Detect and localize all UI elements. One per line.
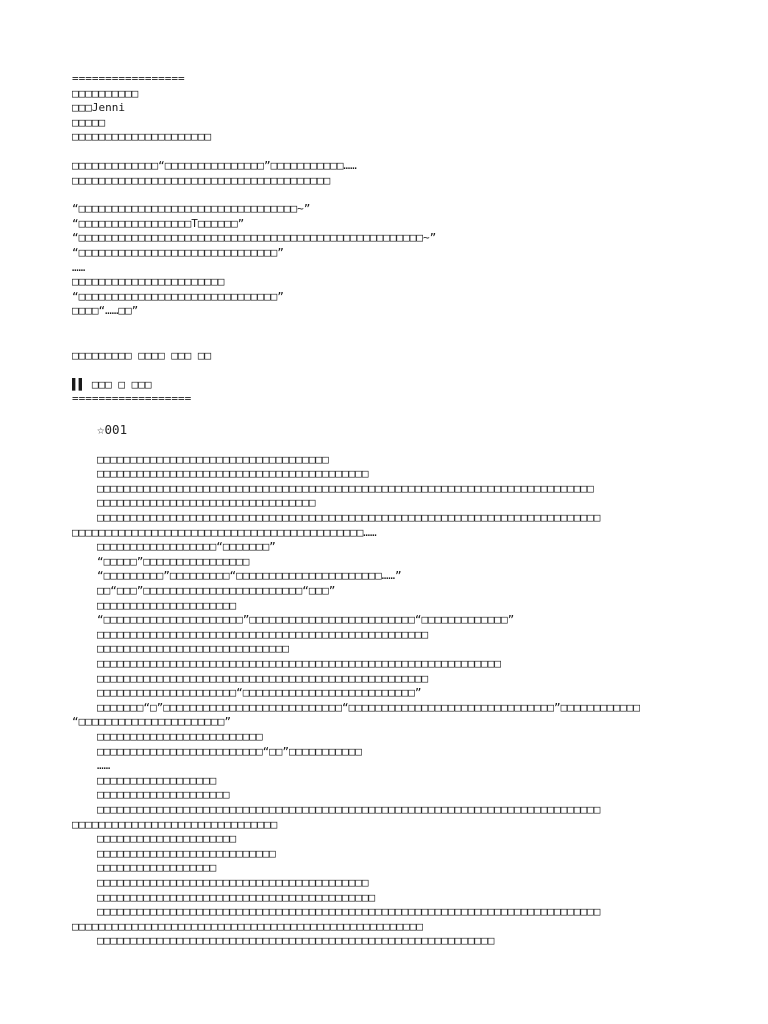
- body-line: □□□□□□□□□□□□□□□□□□□□□□□□□□□□□□□□□□□□□□□□□□□□□□□□□□□□□□□□□□□□□□□□□□□□□□□□□□□□: [97, 511, 601, 525]
- document-page: [72, 72, 696, 949]
- body-line: □□□□□□□“□”□□□□□□□□□□□□□□□□□□□□□□□□□□□“□□□□□□□□□□□□□□□□□□□□□□□□□□□□□□□”□□□□□□□□□□□□: [97, 700, 641, 714]
- body-line: □□□□□□□□□□□□□□□□□□□□□□□□□□□□□□□□□□□□□□□□□□□□□□□□□□: [97, 627, 429, 641]
- body-line: □□□□□□□□□□□□□□□□□□□□□□□□□□□□□□□□□□□□□□□□□□□□□□□□□□□□□□□□□□□□□□□□□□□□□□□□□□□: [97, 481, 594, 495]
- author-line: □□□Jenni: [72, 101, 125, 115]
- body-line: ……: [97, 759, 111, 773]
- body-line: □□□□□□□□□□□□□□□□□□□□□□□□□□□□□: [97, 642, 290, 656]
- body-line: □□□□□□□□□□□□□□□□□□□□□□□□□□□□□□□□□□□□□□□□□□: [97, 890, 376, 904]
- spacer: [72, 364, 696, 378]
- body-line: “□□□□□□□□□□□□□□□□□□□□□□”: [72, 715, 231, 729]
- body-line: □□□□□□□□□□□□□□□□□□□□: [97, 788, 230, 802]
- body-line: □□□□□□□□□□□□□□□□□□□□□□□□□□□□□□□□□□□□□□□□□: [97, 875, 369, 889]
- body-line: □□□□□□□□□□□□□□□□□□□□□: [97, 598, 237, 612]
- body-line: “□□□□□”□□□□□□□□□□□□□□□□: [97, 554, 250, 568]
- body-line: “□□□□□□□□□□□□□□□□□□□□□”□□□□□□□□□□□□□□□□□□□□□□□□□“□□□□□□□□□□□□□”: [97, 613, 515, 627]
- body-line: “□□□□□□□□□”□□□□□□□□□“□□□□□□□□□□□□□□□□□□□□□□……”: [97, 569, 402, 583]
- body-line: □□□□□□□□□□□□□□□□□□□□□□□□□□□□□□□□□□□□□□□□□□□□□□□□□□□□□□□□□□□□□□□□□□□□□□□□□□□□: [97, 802, 601, 816]
- header-line: □□□□□: [72, 115, 106, 129]
- chapter-title: ▌▌ □□□ □ □□□: [72, 377, 152, 391]
- body-line: □□□□□□□□□□□□□□□□□□□□□□□□□: [97, 729, 263, 743]
- spacer: [72, 188, 696, 202]
- intro-quote: “□□□□□□□□□□□□□□□□□□□□□□□□□□□□□□”: [72, 289, 284, 303]
- body-text: [72, 453, 696, 949]
- body-line: □□□□□□□□□□□□□□□□□□□□□□□□□□□□□□□□□□□□□□□□□□□□□□□□□□□□□□□□□□□□□: [97, 657, 501, 670]
- body-line: □□“□□□”□□□□□□□□□□□□□□□□□□□□□□□□“□□□”: [97, 584, 336, 598]
- intro-paragraph-line: □□□□□□□□□□□□□□□□□□□□□□□□□□□□□□□□□□□□□□□: [72, 173, 331, 187]
- header-line: □□□□□□□□□□: [72, 86, 139, 100]
- body-line: □□□□□□□□□□□□□□□□□□: [97, 773, 217, 787]
- intro-ellipsis: ……: [72, 260, 86, 274]
- body-line: □□□□□□□□□□□□□□□□□□: [97, 861, 217, 875]
- spacer: [72, 439, 696, 453]
- body-line: □□□□□□□□□□□□□□□□□□□□□“□□□□□□□□□□□□□□□□□□□□□□□□□□”: [97, 686, 422, 700]
- header-line: □□□□□□□□□□□□□□□□□□□□□: [72, 130, 212, 144]
- spacer: [72, 145, 696, 159]
- body-line: □□□□□□□□□□□□□□□□□□□□□□□□□□□□□□□□□: [97, 496, 316, 510]
- spacer: [72, 407, 696, 421]
- spacer: [72, 319, 696, 349]
- header-rule: =================: [72, 72, 185, 85]
- body-line: □□□□□□□□□□□□□□□□□□“□□□□□□□”: [97, 540, 276, 554]
- body-line: □□□□□□□□□□□□□□□□□□□□□□□□□□□□□□□□□□□: [97, 452, 329, 466]
- body-line: □□□□□□□□□□□□□□□□□□□□□□□□□□□□□□□□□□□□□□□□□□□□□□□□□□□□□: [72, 919, 423, 933]
- intro-line: □□□□□□□□□□□□□□□□□□□□□□□: [72, 275, 225, 289]
- body-line: □□□□□□□□□□□□□□□□□□□□□□□□□“□□”□□□□□□□□□□□: [97, 744, 362, 758]
- body-line: □□□□□□□□□□□□□□□□□□□□□□□□□□□□□□□□□□□□□□□□□□□□□□□□□□□□□□□□□□□□: [97, 934, 495, 948]
- body-line: □□□□□□□□□□□□□□□□□□□□□□□□□□□: [97, 846, 276, 860]
- intro-quote: “□□□□□□□□□□□□□□□□□T□□□□□□”: [72, 216, 245, 230]
- body-line: □□□□□□□□□□□□□□□□□□□□□: [97, 832, 237, 846]
- chapter-rule: ==================: [72, 392, 192, 406]
- intro-quote: □□□□“……□□”: [72, 304, 139, 318]
- body-line: □□□□□□□□□□□□□□□□□□□□□□□□□□□□□□□□□□□□□□□□□□□□……: [72, 525, 377, 539]
- tags-line: □□□□□□□□□ □□□□ □□□ □□: [72, 348, 212, 362]
- intro-quote: “□□□□□□□□□□□□□□□□□□□□□□□□□□□□□□□□□□□□□□□□□□□□□□□□□□□□~”: [72, 231, 437, 245]
- intro-paragraph-line: □□□□□□□□□□□□□“□□□□□□□□□□□□□□□”□□□□□□□□□□□……: [72, 158, 357, 172]
- chapter-number: ☆001: [97, 421, 128, 437]
- body-line: □□□□□□□□□□□□□□□□□□□□□□□□□□□□□□□□□□□□□□□□□: [97, 467, 369, 481]
- intro-quote: “□□□□□□□□□□□□□□□□□□□□□□□□□□□□□□”: [72, 245, 284, 259]
- body-line: □□□□□□□□□□□□□□□□□□□□□□□□□□□□□□□□□□□□□□□□□□□□□□□□□□□□□□□□□□□□□□□□□□□□□□□□□□□□: [97, 905, 601, 919]
- body-line: □□□□□□□□□□□□□□□□□□□□□□□□□□□□□□□□□□□□□□□□□□□□□□□□□□: [97, 671, 429, 685]
- body-line: □□□□□□□□□□□□□□□□□□□□□□□□□□□□□□□: [72, 817, 278, 831]
- intro-quote: “□□□□□□□□□□□□□□□□□□□□□□□□□□□□□□□□□~”: [72, 202, 311, 216]
